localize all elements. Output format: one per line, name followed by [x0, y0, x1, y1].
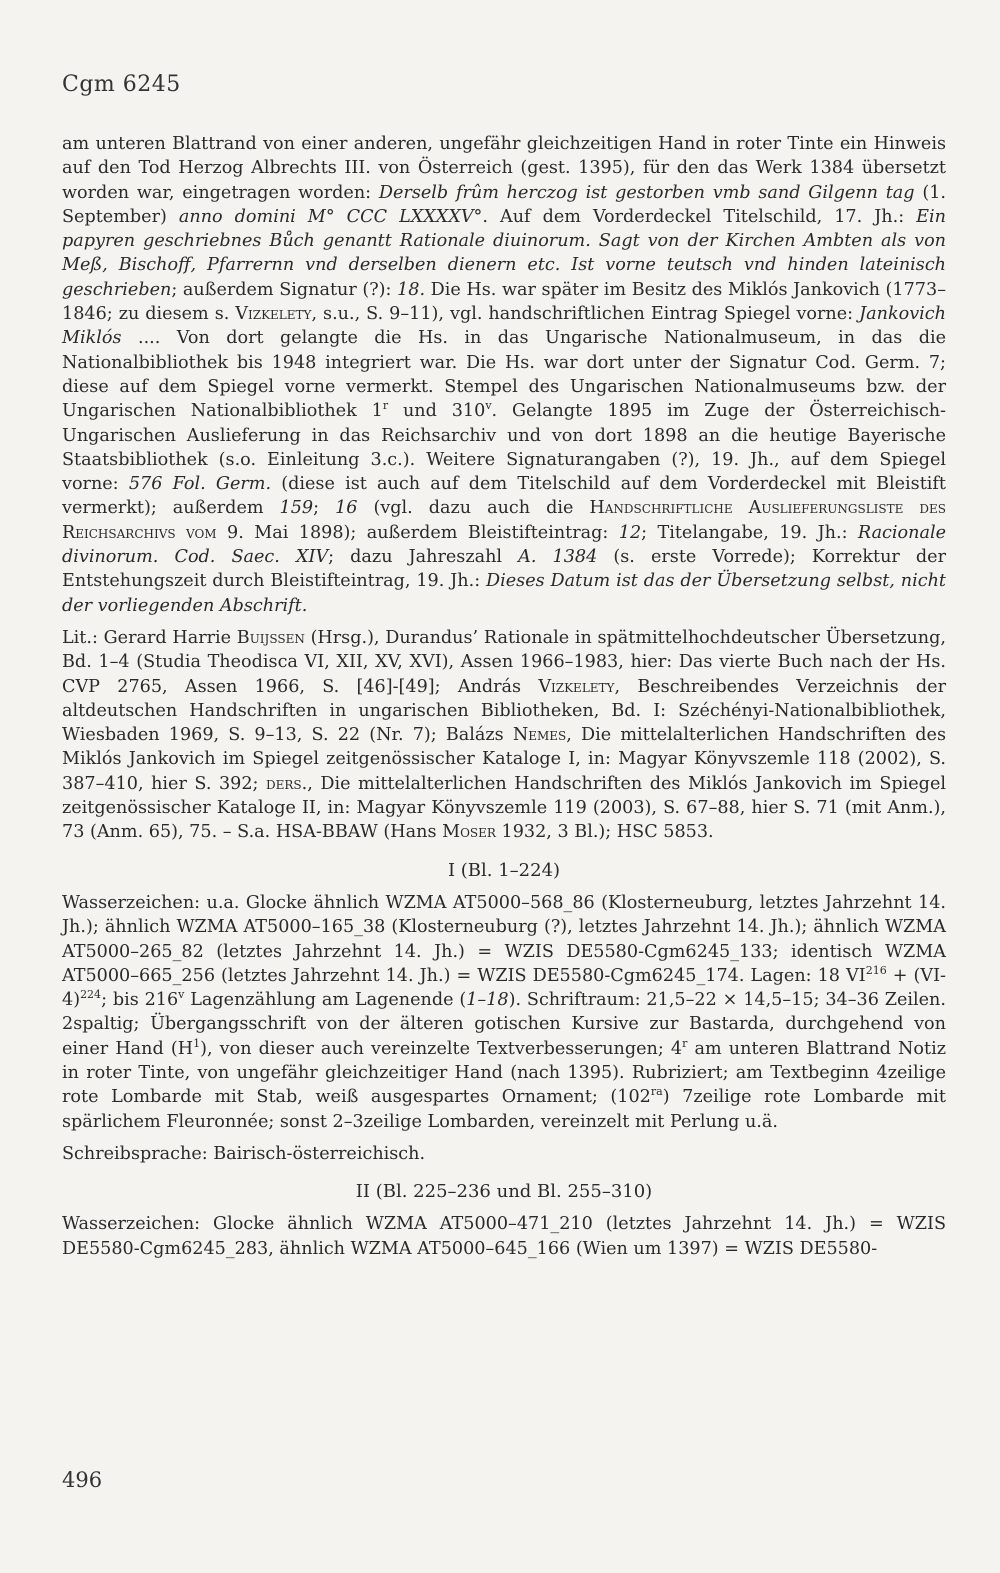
- text: ;: [313, 498, 336, 519]
- source-title: Handschriftliche Auslieferungsliste des Reichsarchivs vom: [62, 498, 946, 543]
- section2-paragraph: Wasserzeichen: Glocke ähnlich WZMA AT5000–471_210 (letztes Jahrzehnt 14. Jh.) = WZIS DE5580-Cgm6245_283, ähnlich WZMA AT5000–645_166 (Wien um 1397) = WZIS DE5580-: [62, 1214, 946, 1259]
- text: ; bis 216: [101, 990, 179, 1011]
- italic-quote: 159: [279, 498, 314, 519]
- author-name: Nemes: [512, 725, 567, 746]
- body-text: [62, 132, 946, 1269]
- text: , s.u., S. 9–11), vgl. handschriftlichen Eintrag Spiegel vorne:: [311, 304, 860, 325]
- section-heading-1: I (Bl. 1–224): [447, 859, 561, 881]
- text: ), von dieser auch vereinzelte Textverbesserungen; 4: [200, 1038, 683, 1059]
- text: Wasserzeichen: u.a. Glocke ähnlich WZMA AT5000–568_86 (Klosterneuburg, letztes Jahrzehnt 14. Jh.); ähnlich WZMA AT5000–165_38 (Klosterneuburg (?), letztes Jahrzehnt 14. Jh.); ähnlich WZMA AT5000–265_82 (letztes Jahrzehnt 14. Jh.) = WZIS DE5580-Cgm6245_133; identisch WZMA AT5000–665_256 (letztes Jahrzehnt 14. Jh.) = WZIS DE5580-Cgm6245_174. Lagen: 18 VI: [62, 892, 946, 986]
- superscript: v: [178, 988, 185, 1002]
- text: am unteren Blattrand von einer anderen, ungefähr gleichzeitigen Hand in roter Tinte ein Hinweis auf den Tod Herzog Albrechts III. von Österreich (gest. 1395), für den das Werk 1384 übersetzt worden war, eingetragen worden:: [62, 134, 946, 203]
- text: ; außerdem Signatur (?):: [171, 279, 398, 300]
- text: + (VI-4): [62, 965, 946, 1011]
- italic-quote: 12: [618, 522, 642, 543]
- provenance-paragraph: [62, 132, 946, 618]
- italic-quote: A. 1384: [518, 547, 598, 568]
- literature-paragraph: [62, 626, 946, 845]
- author-name: Vizkelety: [235, 304, 312, 325]
- text: ; dazu Jahreszahl: [328, 547, 519, 568]
- superscript: 1: [193, 1036, 201, 1050]
- language-line: Schreibsprache: Bairisch-österreichisch.: [62, 1143, 426, 1164]
- italic-quote: Derselb frûm herczog ist gestorben vmb sand Gilgenn tag: [378, 182, 915, 203]
- running-head: Cgm 6245: [62, 72, 181, 97]
- text: (Hrsg.), Durandus’ Rationale in spätmittelhochdeutscher Übersetzung, Bd. 1–4 (Studia Theodisca VI, XII, XV, XVI), Assen 1966–1983, hier: Das vierte Buch nach der Hs. CVP 2765, Assen 1966, S. [46]-[49]; András: [62, 627, 946, 697]
- author-name: Buijssen: [236, 627, 305, 648]
- text: ) 7zeilige rote Lombarde mit spärlichem Fleuronnée; sonst 2–3zeilige Lombarden, vereinzelt mit Perlung u.ä.: [62, 1087, 947, 1132]
- section1-paragraph: [62, 891, 946, 1134]
- text: Lit.: Gerard Harrie: [62, 627, 237, 648]
- italic-quote: 18.: [397, 279, 426, 300]
- italic-quote: Dieses Datum ist das der Übersetzung selbst, nicht der vorliegenden Abschrift.: [62, 571, 946, 616]
- text: ; Titelangabe, 19. Jh.:: [641, 522, 858, 543]
- italic-quote: Racionale divinorum. Cod. Saec. XIV: [62, 522, 946, 568]
- text: . Auf dem Vorderdeckel Titelschild, 17. Jh.:: [482, 206, 917, 227]
- superscript: r: [382, 399, 389, 413]
- author-name: Vizkelety: [538, 676, 615, 697]
- text: . Gelangte 1895 im Zuge der Österreichisch-Ungarischen Auslieferung in das Reichsarchiv und von dort 1898 an die heutige Bayerische Staatsbibliothek (s.o. Einleitung 3.c.). Weitere Signaturangaben (?), 19. Jh., auf dem Spiegel vorne:: [62, 401, 946, 495]
- text: am unteren Blattrand Notiz in roter Tinte, von ungefähr gleichzeitiger Hand (nach 1395). Rubriziert; am Textbeginn 4zeilige rote Lombarde mit Stab, weiß ausgespartes Ornament; (102: [62, 1038, 946, 1108]
- italic-quote: 576 Fol. Germ.: [128, 474, 272, 495]
- text: , Die mittelalterlichen Handschriften des Miklós Jankovich im Spiegel zeitgenössischer Kataloge II, in: Magyar Könyvszemle 119 (2003), S. 67–88, hier S. 71 (mit Anm.), 73 (Anm. 65), 75. – S.a. HSA-BBAW (Hans: [62, 773, 946, 843]
- superscript: 216: [865, 963, 887, 977]
- superscript: v: [485, 399, 492, 413]
- text: .... Von dort gelangte die Hs. in das Ungarische Nationalmuseum, in das die Nationalbibliothek bis 1948 integriert war. Die Hs. war dort unter der Signatur Cod. Germ. 7; diese auf dem Spiegel vorne vermerkt. Stempel des Ungarischen Nationalmuseums bzw. der Ungarischen Nationalbibliothek 1: [62, 328, 946, 422]
- italic-quote: Ein papyren geschriebnes Bůch genantt Rationale diuinorum. Sagt von der Kirchen Ambten als von Meß, Bischoff, Pfarrernn vnd derselben dienern etc. Ist vorne teutsch vnd hinden lateinisch geschrieben: [62, 206, 946, 300]
- section-heading-2: II (Bl. 225–236 und Bl. 255–310): [355, 1181, 653, 1203]
- text: Die Hs. war später im Besitz des Miklós Jankovich (1773–1846; zu diesem s.: [62, 279, 946, 325]
- text: und 310: [388, 401, 486, 422]
- author-name: Moser: [442, 822, 496, 843]
- italic-quote: Jankovich Miklós: [62, 304, 946, 349]
- superscript: 224: [80, 988, 102, 1002]
- text: , Die mittelalterlichen Handschriften des Miklós Jankovich im Spiegel zeitgenössischer Kataloge I, in: Magyar Könyvszemle 118 (2002), S. 387–410, hier S. 392;: [62, 725, 946, 794]
- text: (1. September): [62, 182, 946, 227]
- text: 9. Mai 1898); außerdem Bleistifteintrag:: [216, 522, 619, 543]
- text: 1932, 3 Bl.); HSC 5853.: [495, 822, 714, 843]
- text: , Beschreibendes Verzeichnis der altdeutschen Handschriften in ungarischen Bibliotheken, Bd. I: Széchényi-Nationalbibliothek, Wiesbaden 1969, S. 9–13, S. 22 (Nr. 7); Balázs: [62, 676, 946, 746]
- page-number: 496: [62, 1468, 103, 1492]
- text: Lagenzählung am Lagenende (: [184, 990, 467, 1011]
- italic-quote: anno domini M° CCC LXXXXV°: [178, 206, 483, 227]
- text: (s. erste Vorrede); Korrektur der Entstehungszeit durch Bleistifteintrag, 19. Jh.:: [62, 547, 947, 592]
- italic-quote: 16: [335, 498, 358, 519]
- text: ). Schriftraum: 21,5–22 × 14,5–15; 34–36 Zeilen. 2spaltig; Übergangsschrift von der älteren gotischen Kursive zur Bastarda, durchgehend von einer Hand (H: [62, 990, 946, 1059]
- italic-quote: 1–18: [466, 990, 509, 1011]
- superscript: ra: [650, 1085, 663, 1099]
- text: (vgl. dazu auch die: [357, 498, 590, 519]
- superscript: r: [682, 1036, 688, 1050]
- author-name: ders.: [265, 773, 308, 794]
- text: (diese ist auch auf dem Titelschild auf dem Vorderdeckel mit Bleistift vermerkt); außerdem: [62, 474, 946, 519]
